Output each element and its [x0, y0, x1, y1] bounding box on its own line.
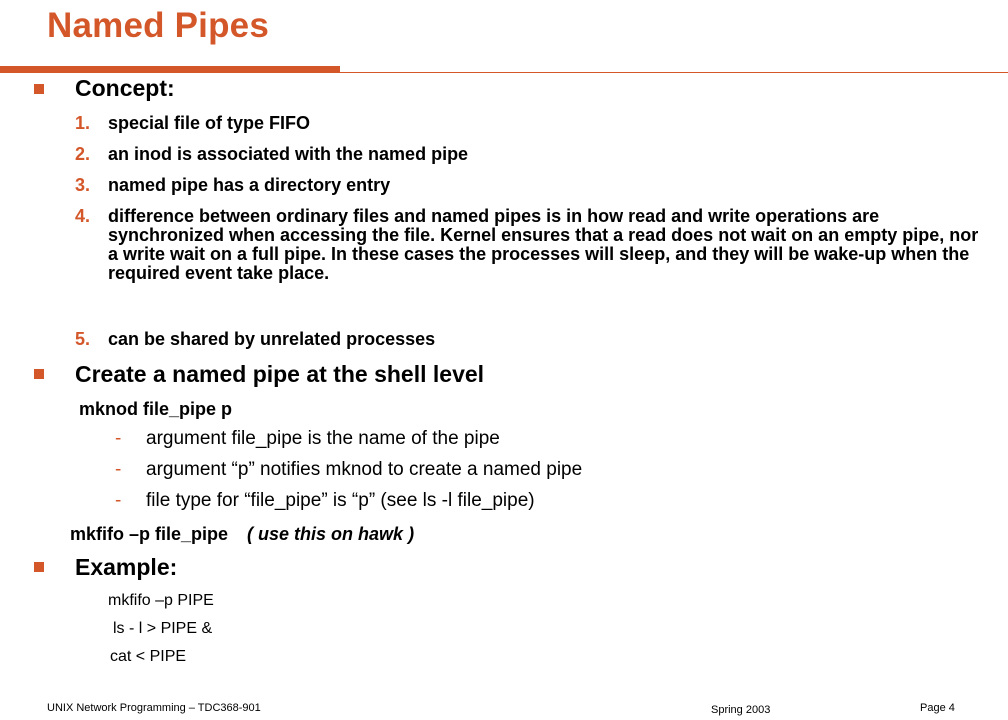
example-line-2: ls - l > PIPE &	[113, 620, 213, 637]
concept-item-4	[75, 207, 980, 283]
item-text: special file of type FIFO	[108, 113, 311, 133]
item-number: 1.	[75, 113, 91, 133]
item-number: 4.	[75, 206, 91, 226]
create-heading: Create a named pipe at the shell level	[75, 361, 485, 387]
mkfifo-note: ( use this on hawk )	[247, 524, 415, 544]
dash-marker: -	[115, 490, 122, 511]
mkfifo-line	[70, 524, 414, 545]
dash-item-text: file type for “file_pipe” is “p” (see ls -l file_pipe)	[146, 490, 535, 511]
concept-item-1	[75, 114, 980, 133]
square-bullet-icon	[34, 562, 44, 572]
item-text: can be shared by unrelated processes	[108, 329, 436, 349]
footer-term: Spring 2003	[711, 704, 771, 716]
item-text: difference between ordinary files and named pipes is in how read and write operations are synchronized when accessing the file. Kernel ensures that a read does not wait on an empty pipe, nor a write wait on a full pipe. In these cases the processes will sleep, and they will be wake-up when the required event take place.	[108, 206, 979, 283]
title-accent-bar	[0, 66, 340, 73]
square-bullet-icon	[34, 84, 44, 94]
dash-marker: -	[115, 428, 122, 449]
mkfifo-command: mkfifo –p file_pipe	[70, 524, 229, 544]
item-text: an inod is associated with the named pipe	[108, 144, 469, 164]
dash-item-text: argument file_pipe is the name of the pipe	[146, 428, 500, 449]
example-line-3: cat < PIPE	[110, 648, 187, 665]
concept-heading: Concept:	[75, 75, 175, 101]
dash-item-text: argument “p” notifies mknod to create a named pipe	[146, 459, 583, 480]
item-number: 5.	[75, 329, 91, 349]
footer-course: UNIX Network Programming – TDC368-901	[47, 702, 261, 714]
example-line-1: mkfifo –p PIPE	[108, 592, 214, 609]
footer-page-number: Page 4	[920, 702, 955, 714]
concept-item-2	[75, 145, 980, 164]
square-bullet-icon	[34, 369, 44, 379]
mknod-command: mknod file_pipe p	[79, 399, 233, 419]
concept-item-5	[75, 330, 980, 349]
item-number: 2.	[75, 144, 91, 164]
concept-item-3	[75, 176, 980, 195]
item-text: named pipe has a directory entry	[108, 175, 391, 195]
example-heading: Example:	[75, 554, 178, 580]
item-number: 3.	[75, 175, 91, 195]
slide-title: Named Pipes	[47, 6, 270, 45]
dash-marker: -	[115, 459, 122, 480]
